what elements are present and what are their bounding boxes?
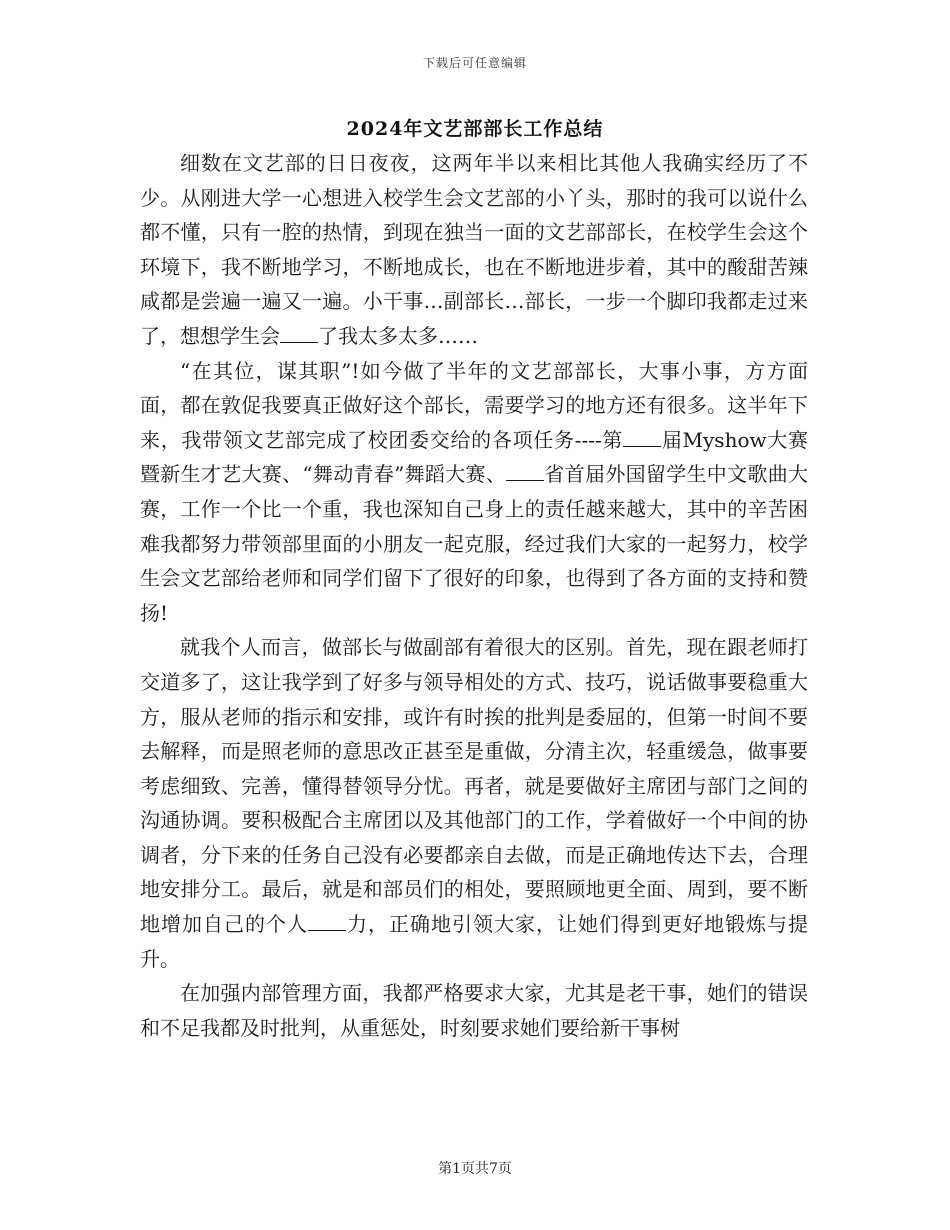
- paragraph-text: “在其位，谋其职”!如今做了半年的文艺部部长，大事小事，方方面面，都在敦促我要真正做好这个部长，需要学习的地方还有很多。这半年下来，我带领文艺部完成了校团委交给的各项任务----第: [140, 358, 808, 452]
- paragraph-1: [140, 146, 808, 354]
- paragraph-text: 了我太多太多……: [318, 323, 478, 348]
- fill-in-blank: [280, 321, 318, 343]
- paragraph-4: [140, 976, 808, 1045]
- paragraph-text: 细数在文艺部的日日夜夜，这两年半以来相比其他人我确实经历了不少。从刚进大学一心想进入校学生会文艺部的小丫头，那时的我可以说什么都不懂，只有一腔的热情，到现在独当一面的文艺部部长，在校学生会这个环境下，我不断地学习，不断地成长，也在不断地进步着，其中的酸甜苦辣咸都是尝遍一遍又一遍。小干事…副部长…部长，一步一个脚印我都走过来了，想想学生会: [140, 151, 808, 348]
- page-header-note: 下载后可任意编辑: [422, 56, 527, 70]
- paragraph-text: 就我个人而言，做部长与做副部有着很大的区别。首先，现在跟老师打交道多了，这让我学到了好多与领导相处的方式、技巧，说话做事要稳重大方，服从老师的指示和安排，或许有时挨的批判是委屈的，但第一时间不要去解释，而是照老师的意思改正甚至是重做，分清主次，轻重缓急，做事要考虑细致、完善，懂得替领导分忧。再者，就是要做好主席团与部门之间的沟通协调。要积极配合主席团以及其他部门的工作，学着做好一个中间的协调者，分下来的任务自己没有必要都亲自去做，而是正确地传达下去，合理地安排分工。最后，就是和部员们的相处，要照顾地更全面、周到，要不断地增加自己的个人: [140, 635, 808, 937]
- paragraph-3: [140, 630, 808, 976]
- fill-in-blank: [506, 459, 544, 481]
- paragraph-2: [140, 354, 808, 631]
- fill-in-blank: [623, 425, 661, 447]
- page-number-indicator: 第1页共7页: [438, 1161, 512, 1177]
- document-body: [140, 146, 808, 1045]
- fill-in-blank: [308, 909, 346, 931]
- paragraph-text: 在加强内部管理方面，我都严格要求大家，尤其是老干事，她们的错误和不足我都及时批判，从重惩处，时刻要求她们要给新干事树: [140, 981, 808, 1040]
- document-title: 2024年文艺部部长工作总结: [346, 118, 604, 140]
- paragraph-text: 届Myshow大赛暨新生才艺大赛、“舞动青春”舞蹈大赛、: [140, 427, 809, 487]
- paragraph-text: 力，正确地引领大家，让她们得到更好地锻炼与提升。: [140, 912, 808, 971]
- paragraph-text: 省首届外国留学生中文歌曲大赛，工作一个比一个重，我也深知自己身上的责任越来越大，其中的辛苦困难我都努力带领部里面的小朋友一起克服，经过我们大家的一起努力，校学生会文艺部给老师和同学们留下了很好的印象，也得到了各方面的支持和赞扬!: [140, 462, 809, 625]
